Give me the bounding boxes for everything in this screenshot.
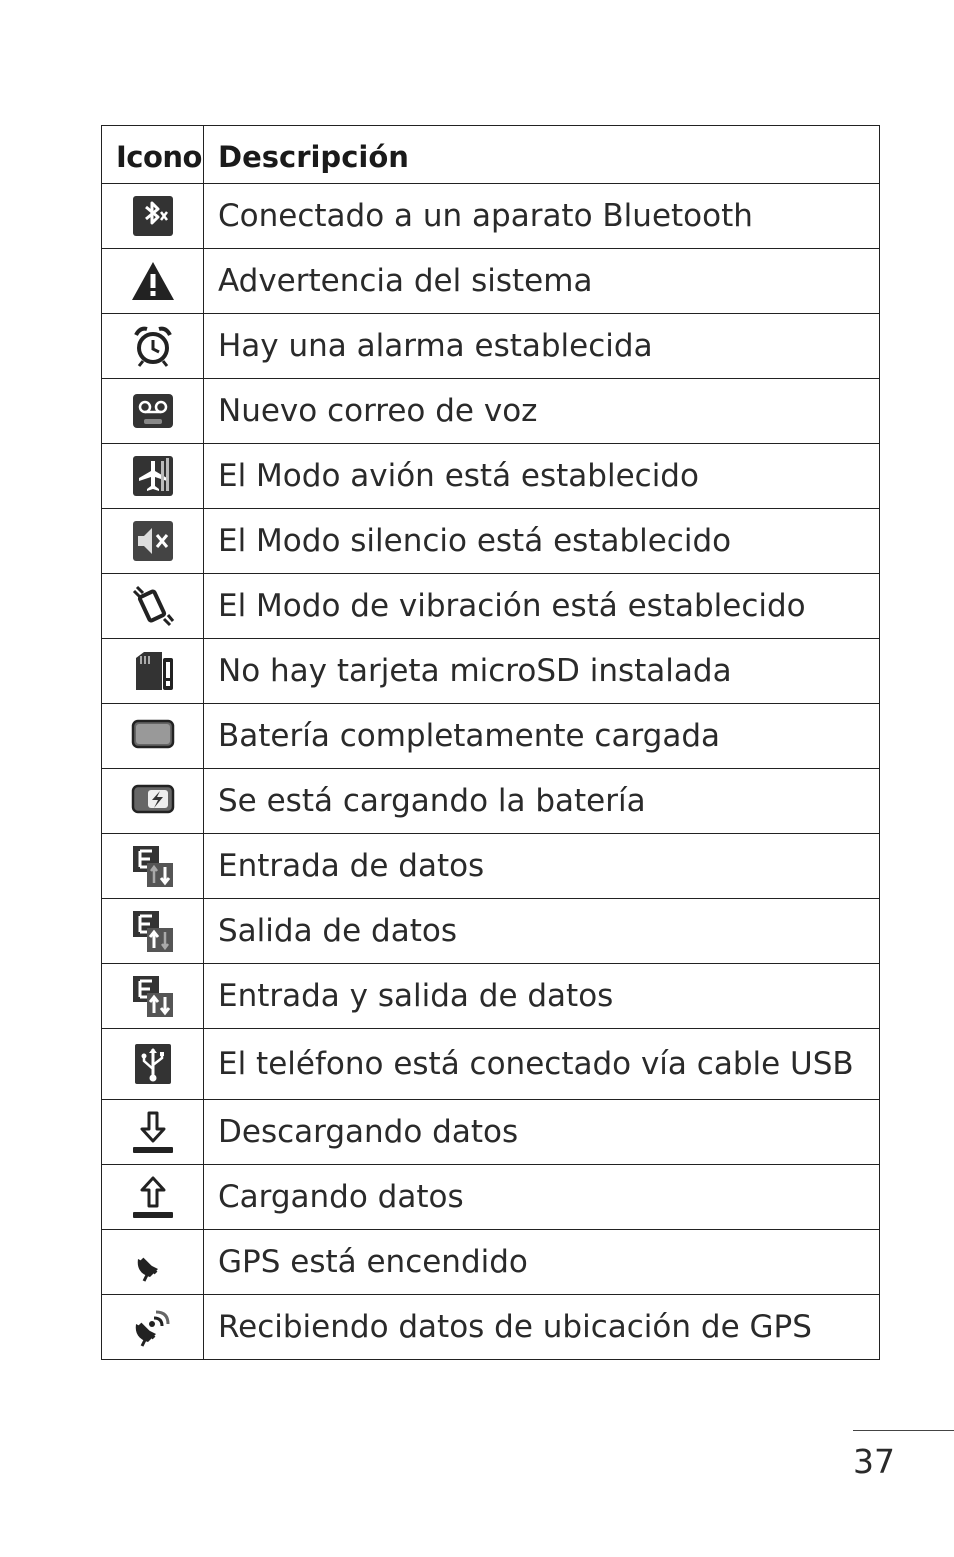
table-row: [102, 249, 880, 314]
table-row: [102, 184, 880, 249]
row-description: Se está cargando la batería: [204, 769, 880, 834]
gps-receiving-icon: [102, 1304, 203, 1350]
download-icon: [102, 1109, 203, 1155]
table-row: [102, 1100, 880, 1165]
table-row: [102, 1165, 880, 1230]
usb-connected-icon: [102, 1041, 203, 1087]
battery-charging-icon: [102, 778, 203, 824]
edge-data-inout-icon: [102, 973, 203, 1019]
row-description: Salida de datos: [204, 899, 880, 964]
vibrate-mode-icon: [102, 583, 203, 629]
row-description: Hay una alarma establecida: [204, 314, 880, 379]
row-description: Nuevo correo de voz: [204, 379, 880, 444]
table-row: [102, 379, 880, 444]
no-sd-card-icon: [102, 648, 203, 694]
gps-on-icon: [102, 1239, 203, 1285]
row-description: GPS está encendido: [204, 1230, 880, 1295]
row-description: El Modo avión está establecido: [204, 444, 880, 509]
footer-divider: [853, 1430, 954, 1431]
table-header-row: [102, 126, 880, 184]
row-description: El Modo silencio está establecido: [204, 509, 880, 574]
table-row: [102, 1295, 880, 1360]
row-description: El teléfono está conectado vía cable USB: [204, 1029, 880, 1100]
table-row: [102, 834, 880, 899]
row-description: Conectado a un aparato Bluetooth: [204, 184, 880, 249]
battery-full-icon: [102, 713, 203, 759]
airplane-mode-icon: [102, 453, 203, 499]
bluetooth-connected-icon: [102, 193, 203, 239]
table-row: [102, 1230, 880, 1295]
upload-icon: [102, 1174, 203, 1220]
row-description: Batería completamente cargada: [204, 704, 880, 769]
table-row: [102, 964, 880, 1029]
silent-mode-icon: [102, 518, 203, 564]
row-description: Recibiendo datos de ubicación de GPS: [204, 1295, 880, 1360]
row-description: Descargando datos: [204, 1100, 880, 1165]
table-row: [102, 1029, 880, 1100]
voicemail-icon: [102, 388, 203, 434]
row-description: Cargando datos: [204, 1165, 880, 1230]
table-row: [102, 314, 880, 379]
alarm-clock-icon: [102, 323, 203, 369]
table-row: [102, 704, 880, 769]
table-row: [102, 769, 880, 834]
warning-icon: [102, 258, 203, 304]
row-description: Entrada de datos: [204, 834, 880, 899]
row-description: No hay tarjeta microSD instalada: [204, 639, 880, 704]
table-row: [102, 639, 880, 704]
icon-column-header: Icono: [102, 126, 204, 184]
row-description: El Modo de vibración está establecido: [204, 574, 880, 639]
table-row: [102, 444, 880, 509]
description-column-header: Descripción: [204, 126, 880, 184]
edge-data-out-icon: [102, 908, 203, 954]
table-row: [102, 509, 880, 574]
page-number: 37: [853, 1442, 895, 1481]
table-row: [102, 574, 880, 639]
edge-data-in-icon: [102, 843, 203, 889]
row-description: Entrada y salida de datos: [204, 964, 880, 1029]
table-row: [102, 899, 880, 964]
row-description: Advertencia del sistema: [204, 249, 880, 314]
status-icon-table: [101, 125, 880, 1360]
